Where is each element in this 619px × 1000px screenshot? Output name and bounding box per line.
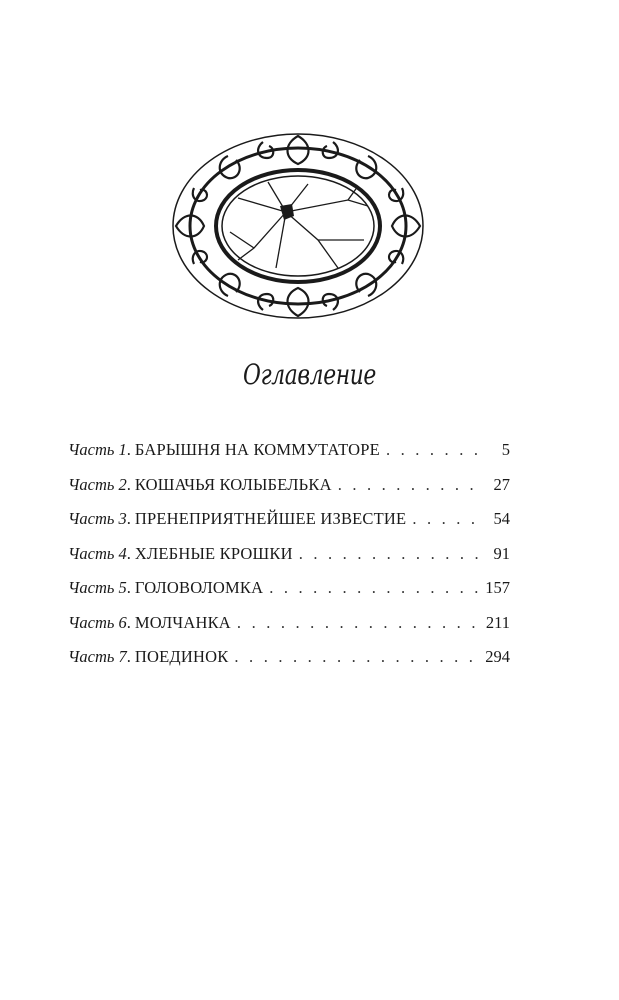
toc-page-number: 27 <box>493 474 510 494</box>
toc-chapter-name: ПРЕНЕПРИЯТНЕЙШЕЕ ИЗВЕСТИЕ <box>134 509 407 528</box>
toc-row[interactable]: Часть 1 . БАРЫШНЯ НА КОММУТАТОРЕ . . . 5 <box>68 440 510 475</box>
toc-page-number: 157 <box>485 578 510 597</box>
toc-leader-dots <box>338 475 483 495</box>
cracked-mirror-ornament-icon <box>168 128 428 324</box>
toc-chapter-name: БАРЫШНЯ НА КОММУТАТОРЕ <box>134 440 380 459</box>
toc-leader-dots <box>299 544 483 564</box>
toc-chapter-name: МОЛЧАНКА <box>134 612 231 632</box>
toc-chapter-name: ПОЕДИНОК <box>134 647 229 666</box>
toc-part: Часть 5 <box>68 578 127 597</box>
toc-page-number: 294 <box>485 647 510 666</box>
toc-leader-dots <box>269 578 482 598</box>
toc-part: Часть 6 <box>68 612 127 632</box>
toc-leader-dots <box>234 647 482 667</box>
toc-chapter-name: КОШАЧЬЯ КОЛЫБЕЛЬКА <box>134 474 332 494</box>
toc-chapter-name: ХЛЕБНЫЕ КРОШКИ <box>134 543 293 563</box>
toc-title: Оглавление <box>243 358 376 391</box>
toc-page-number: 54 <box>493 509 510 528</box>
toc-row[interactable]: Часть 4 . ХЛЕБНЫЕ КРОШКИ . . . 91 <box>68 544 510 579</box>
toc-row[interactable]: Часть 5 . ГОЛОВОЛОМКА . . . 157 <box>68 578 510 613</box>
toc-row[interactable]: Часть 7 . ПОЕДИНОК . . . 294 <box>68 647 510 682</box>
toc-part: Часть 2 <box>68 474 127 494</box>
toc-page-number: 5 <box>501 440 510 459</box>
toc-page-number: 211 <box>485 612 510 632</box>
toc-leader-dots <box>412 509 483 529</box>
toc-leader-dots <box>237 613 483 633</box>
toc-part: Часть 1 <box>68 440 127 459</box>
table-of-contents <box>68 440 510 682</box>
toc-page-number: 91 <box>493 543 510 563</box>
toc-row[interactable]: Часть 2 . КОШАЧЬЯ КОЛЫБЕЛЬКА . . . 27 <box>68 475 510 510</box>
toc-leader-dots <box>386 440 483 460</box>
toc-chapter-name: ГОЛОВОЛОМКА <box>134 578 264 597</box>
toc-row[interactable]: Часть 3 . ПРЕНЕПРИЯТНЕЙШЕЕ ИЗВЕСТИЕ . . . 54 <box>68 509 510 544</box>
toc-part: Часть 7 <box>68 647 127 666</box>
toc-row[interactable]: Часть 6 . МОЛЧАНКА . . . 211 <box>68 613 510 648</box>
toc-part: Часть 3 <box>68 509 127 528</box>
toc-part: Часть 4 <box>68 543 127 563</box>
